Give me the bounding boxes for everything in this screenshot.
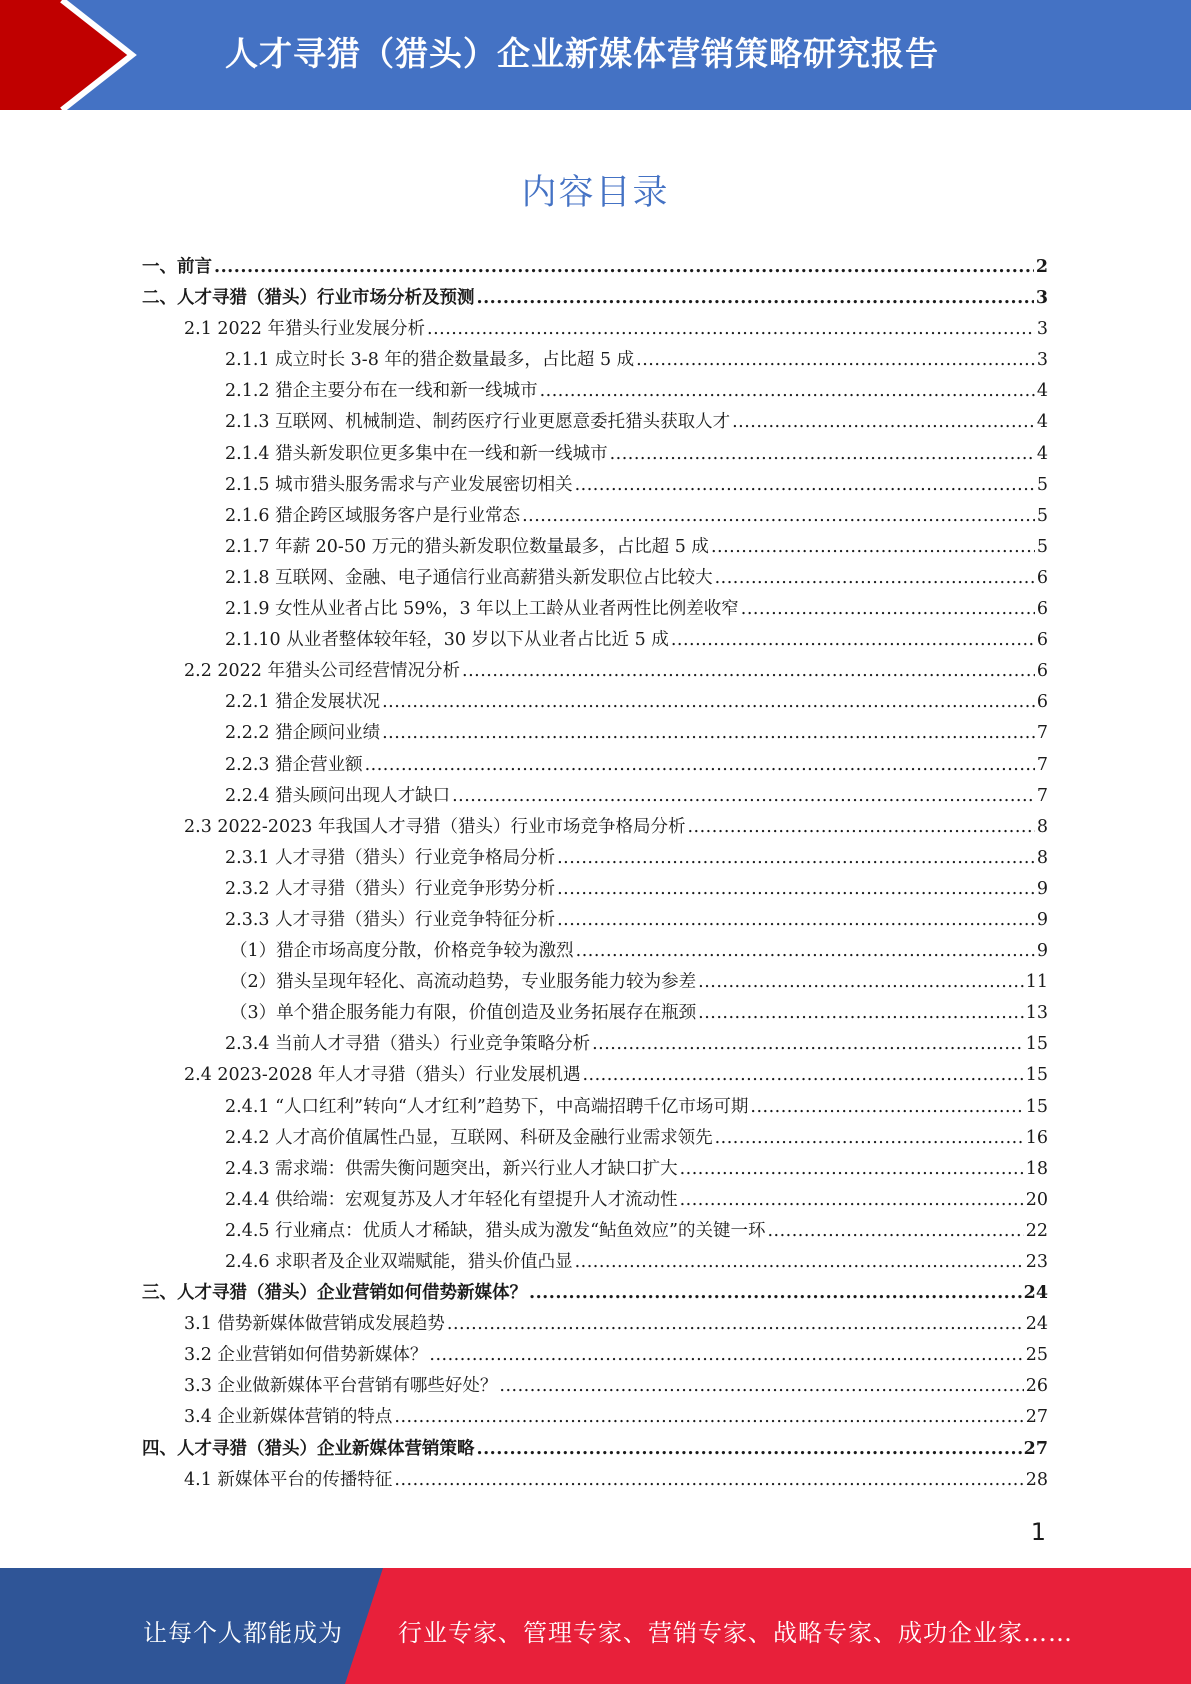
toc-leader-dots (741, 599, 1035, 619)
toc-entry-label: 2.3.2 人才寻猎（猎头）行业竞争形势分析 (225, 878, 556, 899)
toc-entry-page: 13 (1025, 1003, 1048, 1024)
toc-entry-page: 8 (1036, 816, 1048, 837)
toc-entry-label: 2.4.5 行业痛点：优质人才稀缺，猎头成为激发“鲇鱼效应”的关键一环 (225, 1220, 766, 1241)
toc-entry-page: 18 (1025, 1158, 1048, 1179)
toc-entry-page: 9 (1036, 878, 1048, 899)
toc-entry-label: 2.3.1 人才寻猎（猎头）行业竞争格局分析 (225, 847, 556, 868)
toc-entry-label: 一、前言 (142, 257, 212, 277)
toc-entry-label: 2.4.6 求职者及企业双端赋能，猎头价值凸显 (225, 1252, 573, 1272)
toc-entry[interactable] (142, 564, 1048, 595)
toc-entry-label: 2.1.7 年薪 20-50 万元的猎头新发职位数量最多，占比超 5 成 (225, 536, 709, 557)
toc-leader-dots (576, 941, 1035, 961)
toc-entry-label: 3.2 企业营销如何借势新媒体？ (184, 1345, 428, 1366)
toc-entry[interactable] (142, 875, 1048, 906)
toc-entry-label: 2.1.9 女性从业者占比 59%，3 年以上工龄从业者两性比例差收窄 (225, 599, 739, 620)
toc-entry-label: 2.2.3 猎企营业额 (225, 754, 363, 775)
toc-entry[interactable] (142, 253, 1048, 284)
toc-entry-page: 25 (1025, 1345, 1048, 1366)
toc-entry[interactable] (142, 782, 1048, 813)
table-of-contents (142, 253, 1048, 1497)
toc-leader-dots (429, 1345, 1023, 1365)
toc-leader-dots (447, 1314, 1024, 1334)
toc-entry-page: 2 (1035, 257, 1048, 277)
report-title: 人才寻猎（猎头）企业新媒体营销策略研究报告 (225, 34, 939, 73)
toc-entry-page: 11 (1025, 972, 1048, 993)
toc-entry-label: 2.2.1 猎企发展状况 (225, 692, 381, 713)
toc-entry[interactable] (142, 844, 1048, 875)
page-header (0, 0, 1191, 110)
toc-entry-page: 5 (1036, 474, 1048, 495)
toc-entry-page: 7 (1036, 754, 1048, 775)
toc-entry-label: 3.3 企业做新媒体平台营销有哪些好处？ (184, 1376, 498, 1397)
toc-entry-label: 2.4.4 供给端：宏观复苏及人才年轻化有望提升人才流动性 (225, 1189, 678, 1210)
toc-entry-page: 7 (1036, 785, 1048, 806)
toc-entry[interactable] (142, 719, 1048, 750)
toc-entry-page: 5 (1036, 536, 1048, 557)
toc-entry-label: 2.4.2 人才高价值属性凸显，互联网、科研及金融行业需求领先 (225, 1127, 713, 1148)
toc-entry[interactable] (142, 440, 1048, 471)
toc-entry-label: （2）猎头呈现年轻化、高流动趋势，专业服务能力较为参差 (230, 972, 697, 993)
toc-entry[interactable] (142, 626, 1048, 657)
toc-leader-dots (698, 1003, 1024, 1023)
toc-entry-page: 27 (1025, 1407, 1048, 1428)
toc-entry-page: 20 (1025, 1189, 1048, 1210)
toc-entry-label: 2.1.4 猎头新发职位更多集中在一线和新一线城市 (225, 443, 608, 464)
toc-entry-page: 3 (1036, 350, 1048, 371)
toc-entry-label: 2.1.2 猎企主要分布在一线和新一线城市 (225, 381, 538, 402)
toc-leader-dots (394, 1407, 1023, 1427)
toc-entry[interactable] (142, 1372, 1048, 1403)
toc-entry[interactable] (142, 1124, 1048, 1155)
toc-heading: 内容目录 (521, 173, 670, 213)
toc-leader-dots (499, 1376, 1023, 1396)
toc-entry-page: 15 (1025, 1034, 1048, 1055)
toc-entry-page: 7 (1036, 723, 1048, 744)
toc-entry[interactable] (142, 1155, 1048, 1186)
toc-entry-label: 2.1.1 成立时长 3-8 年的猎企数量最多，占比超 5 成 (225, 350, 635, 371)
toc-entry-page: 6 (1036, 567, 1048, 588)
toc-entry-page: 6 (1036, 692, 1048, 713)
toc-entry-label: 2.2.4 猎头顾问出现人才缺口 (225, 785, 451, 806)
toc-entry[interactable] (142, 1341, 1048, 1372)
toc-entry[interactable] (142, 813, 1048, 844)
toc-entry[interactable] (142, 315, 1048, 346)
toc-entry-page: 16 (1025, 1127, 1048, 1148)
toc-entry-label: 4.1 新媒体平台的传播特征 (184, 1469, 393, 1490)
toc-leader-dots (711, 537, 1035, 557)
toc-leader-dots (610, 444, 1035, 464)
toc-entry-page: 6 (1036, 630, 1048, 651)
toc-entry-page: 15 (1025, 1096, 1048, 1117)
toc-leader-dots (671, 630, 1035, 650)
toc-entry-page: 4 (1036, 412, 1048, 433)
toc-leader-dots (680, 1159, 1024, 1179)
toc-leader-dots (698, 972, 1024, 992)
toc-leader-dots (427, 319, 1035, 339)
toc-entry-page: 6 (1036, 661, 1048, 682)
toc-entry-page: 6 (1036, 599, 1048, 620)
footer-slogan-left: 让每个人都能成为 (143, 1619, 343, 1647)
toc-leader-dots (750, 1097, 1023, 1117)
toc-entry-label: 三、人才寻猎（猎头）企业营销如何借势新媒体？ (142, 1283, 527, 1304)
page-number: 1 (1030, 1518, 1046, 1546)
toc-entry[interactable] (142, 408, 1048, 439)
toc-leader-dots (680, 1190, 1024, 1210)
toc-entry[interactable] (142, 906, 1048, 937)
toc-entry[interactable] (142, 471, 1048, 502)
toc-leader-dots (557, 848, 1035, 868)
toc-leader-dots (522, 506, 1035, 526)
toc-entry[interactable] (142, 999, 1048, 1030)
toc-entry-page: 26 (1025, 1376, 1048, 1397)
toc-entry-label: 2.4.3 需求端：供需失衡问题突出，新兴行业人才缺口扩大 (225, 1158, 678, 1179)
toc-entry[interactable] (142, 937, 1048, 968)
toc-leader-dots (452, 786, 1035, 806)
toc-entry-page: 28 (1025, 1469, 1048, 1490)
toc-leader-dots (715, 1128, 1024, 1148)
toc-entry-page: 9 (1036, 909, 1048, 930)
toc-leader-dots (575, 1252, 1024, 1272)
toc-entry-label: （3）单个猎企服务能力有限，价值创造及业务拓展存在瓶颈 (230, 1003, 697, 1024)
toc-entry[interactable] (142, 533, 1048, 564)
toc-entry-label: 3.1 借势新媒体做营销成发展趋势 (184, 1314, 445, 1335)
toc-entry[interactable] (142, 1093, 1048, 1124)
toc-entry-page: 4 (1036, 381, 1048, 402)
toc-entry-label: 2.3 2022-2023 年我国人才寻猎（猎头）行业市场竞争格局分析 (184, 816, 686, 837)
toc-entry[interactable] (142, 1403, 1048, 1434)
toc-entry[interactable] (142, 1186, 1048, 1217)
toc-entry[interactable] (142, 1248, 1048, 1279)
toc-entry-label: 2.3.3 人才寻猎（猎头）行业竞争特征分析 (225, 909, 556, 930)
footer-slogan-right: 行业专家、管理专家、营销专家、战略专家、成功企业家…… (398, 1619, 1073, 1647)
toc-entry-label: 四、人才寻猎（猎头）企业新媒体营销策略 (142, 1438, 475, 1459)
toc-entry-label: 二、人才寻猎（猎头）行业市场分析及预测 (142, 288, 475, 309)
toc-leader-dots (529, 1283, 1022, 1303)
toc-entry[interactable] (142, 657, 1048, 688)
toc-leader-dots (582, 1065, 1023, 1085)
toc-entry-page: 24 (1023, 1283, 1048, 1304)
toc-entry[interactable] (142, 1061, 1048, 1092)
toc-entry-page: 15 (1025, 1065, 1048, 1086)
toc-entry-label: 2.1.10 从业者整体较年轻，30 岁以下从业者占比近 5 成 (225, 630, 669, 651)
toc-entry[interactable] (142, 1435, 1048, 1466)
toc-entry[interactable] (142, 284, 1048, 315)
toc-entry-page: 9 (1036, 941, 1048, 962)
toc-leader-dots (575, 475, 1035, 495)
toc-entry-page: 3 (1035, 288, 1048, 309)
toc-leader-dots (636, 350, 1035, 370)
toc-entry-page: 8 (1036, 847, 1048, 868)
toc-leader-dots (592, 1034, 1024, 1054)
toc-entry-label: 2.2 2022 年猎头公司经营情况分析 (184, 661, 460, 682)
toc-entry-label: 2.2.2 猎企顾问业绩 (225, 723, 381, 744)
toc-entry[interactable] (142, 968, 1048, 999)
toc-entry-page: 5 (1036, 505, 1048, 526)
page-footer (0, 1568, 1191, 1684)
toc-leader-dots (540, 381, 1035, 401)
toc-leader-dots (557, 910, 1035, 930)
toc-entry[interactable] (142, 1217, 1048, 1248)
toc-leader-dots (462, 661, 1035, 681)
toc-entry-page: 3 (1036, 319, 1048, 340)
toc-entry-label: 2.1 2022 年猎头行业发展分析 (184, 319, 425, 340)
toc-entry[interactable] (142, 595, 1048, 626)
toc-leader-dots (382, 723, 1035, 743)
toc-leader-dots (365, 755, 1035, 775)
toc-leader-dots (715, 568, 1035, 588)
toc-leader-dots (382, 692, 1035, 712)
toc-entry[interactable] (142, 688, 1048, 719)
toc-leader-dots (557, 879, 1035, 899)
toc-entry-label: 2.4 2023-2028 年人才寻猎（猎头）行业发展机遇 (184, 1065, 581, 1086)
toc-entry-label: 3.4 企业新媒体营销的特点 (184, 1407, 393, 1428)
toc-leader-dots (767, 1221, 1023, 1241)
toc-entry-label: 2.1.8 互联网、金融、电子通信行业高薪猎头新发职位占比较大 (225, 567, 713, 588)
toc-entry-page: 4 (1036, 443, 1048, 464)
toc-entry-page: 22 (1025, 1220, 1048, 1241)
toc-entry-page: 23 (1025, 1252, 1048, 1272)
toc-leader-dots (687, 817, 1034, 837)
toc-entry-label: 2.3.4 当前人才寻猎（猎头）行业竞争策略分析 (225, 1034, 591, 1055)
toc-entry[interactable] (142, 1466, 1048, 1497)
toc-entry-label: 2.1.3 互联网、机械制造、制药医疗行业更愿意委托猎头获取人才 (225, 412, 731, 433)
toc-entry-label: 2.4.1 “人口红利”转向“人才红利”趋势下，中高端招聘千亿市场可期 (225, 1096, 749, 1117)
toc-entry-label: （1）猎企市场高度分散，价格竞争较为激烈 (230, 941, 574, 962)
toc-entry-label: 2.1.5 城市猎头服务需求与产业发展密切相关 (225, 474, 573, 495)
toc-leader-dots (394, 1470, 1023, 1490)
toc-entry-label: 2.1.6 猎企跨区域服务客户是行业常态 (225, 505, 521, 526)
toc-entry[interactable] (142, 1310, 1048, 1341)
toc-leader-dots (732, 412, 1035, 432)
toc-entry[interactable] (142, 346, 1048, 377)
toc-entry-page: 24 (1025, 1314, 1048, 1335)
toc-entry[interactable] (142, 502, 1048, 533)
toc-entry[interactable] (142, 377, 1048, 408)
toc-entry[interactable] (142, 751, 1048, 782)
toc-entry[interactable] (142, 1279, 1048, 1310)
toc-leader-dots (477, 1439, 1022, 1459)
toc-entry[interactable] (142, 1030, 1048, 1061)
toc-entry-page: 27 (1023, 1438, 1048, 1459)
toc-leader-dots (214, 257, 1034, 277)
toc-leader-dots (477, 288, 1034, 308)
